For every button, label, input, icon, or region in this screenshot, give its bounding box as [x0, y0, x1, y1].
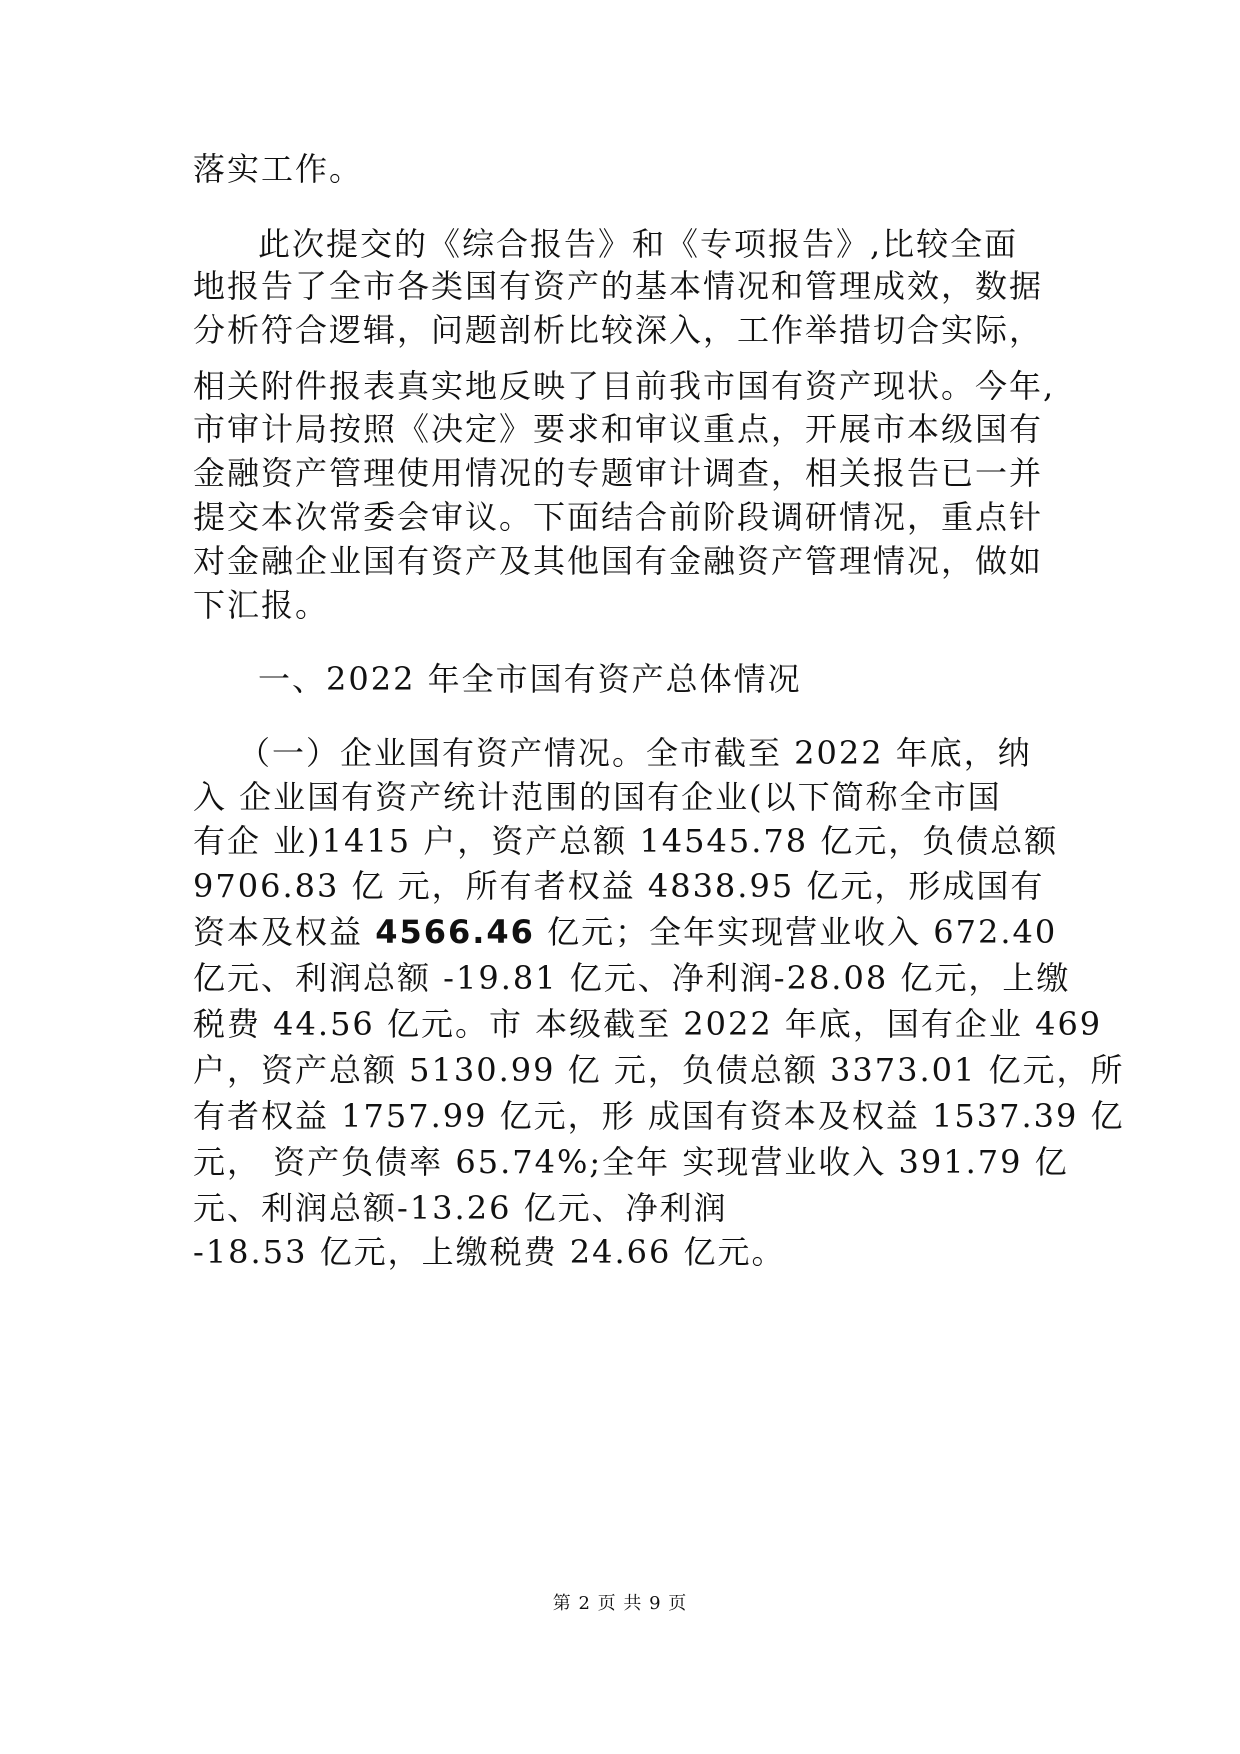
paragraph-line: 落实工作。	[193, 150, 364, 188]
line-suffix: 亿元；全年实现营业收入 672.40	[547, 913, 1058, 951]
paragraph-line: 市审计局按照《决定》要求和审议重点，开展市本级国有	[193, 410, 1044, 448]
paragraph-line: 对金融企业国有资产及其他国有金融资产管理情况，做如	[193, 542, 1044, 580]
paragraph-line: -18.53 亿元，上缴税费 24.66 亿元。	[193, 1233, 786, 1271]
page-number-footer: 第 2 页 共 9 页	[552, 1593, 688, 1614]
paragraph-line: 此次提交的《综合报告》和《专项报告》,比较全面	[258, 225, 1019, 263]
paragraph-line: 9706.83 亿 元，所有者权益 4838.95 亿元，形成国有	[193, 867, 1045, 905]
paragraph-line: （一）企业国有资产情况。全市截至 2022 年底，纳	[238, 734, 1032, 772]
paragraph-line: 税费 44.56 亿元。市 本级截至 2022 年底，国有企业 469	[193, 1005, 1103, 1043]
bold-figure: 4566.46	[375, 913, 535, 951]
paragraph-line: 亿元、利润总额 -19.81 亿元、净利润-28.08 亿元，上缴	[193, 959, 1071, 997]
paragraph-line: 户，资产总额 5130.99 亿 元，负债总额 3373.01 亿元，所	[193, 1051, 1125, 1089]
paragraph-line: 分析符合逻辑，问题剖析比较深入，工作举措切合实际，	[193, 311, 1044, 349]
paragraph-line: 地报告了全市各类国有资产的基本情况和管理成效，数据	[193, 267, 1044, 305]
paragraph-line: 下汇报。	[193, 586, 330, 624]
paragraph-line: 元， 资产负债率 65.74%;全年 实现营业收入 391.79 亿	[193, 1143, 1069, 1181]
line-prefix: 资本及权益	[193, 913, 364, 951]
paragraph-line: 入 企业国有资产统计范围的国有企业(以下简称全市国	[193, 778, 1002, 816]
section-heading: 一、2022 年全市国有资产总体情况	[258, 660, 802, 698]
paragraph-line: 金融资产管理使用情况的专题审计调查，相关报告已一并	[193, 454, 1044, 492]
paragraph-line: 元、利润总额-13.26 亿元、净利润	[193, 1189, 728, 1227]
paragraph-line: 有者权益 1757.99 亿元，形 成国有资本及权益 1537.39 亿	[193, 1097, 1125, 1135]
paragraph-line: 有企 业)1415 户，资产总额 14545.78 亿元，负债总额	[193, 822, 1059, 860]
paragraph-line: 相关附件报表真实地反映了目前我市国有资产现状。今年,	[193, 367, 1056, 405]
paragraph-line-with-bold	[193, 912, 1058, 952]
paragraph-line: 提交本次常委会审议。下面结合前阶段调研情况，重点针	[193, 498, 1044, 536]
